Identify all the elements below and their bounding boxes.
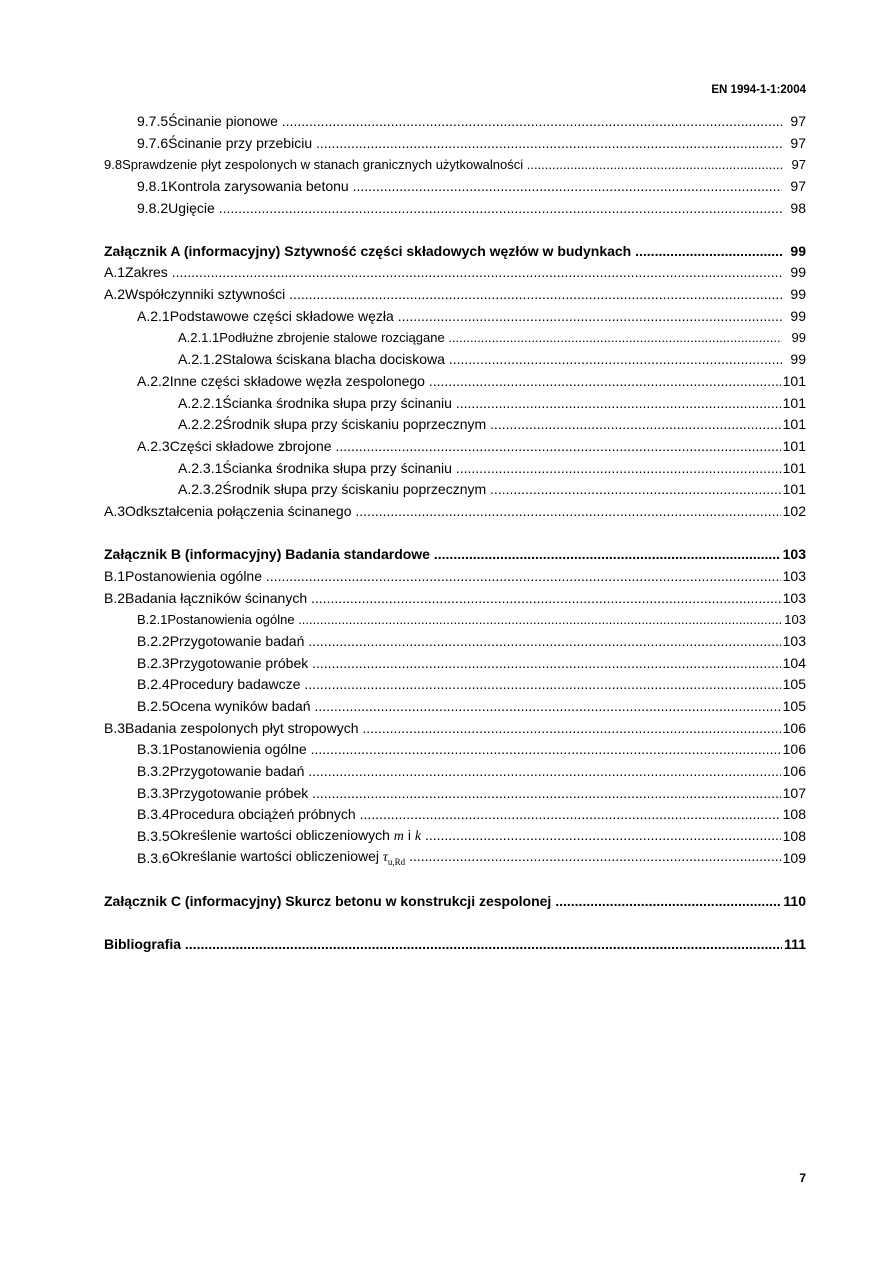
toc-entry-number: 9.8.2	[137, 199, 169, 216]
toc-entry-number: B.3.4	[137, 806, 170, 823]
toc-annex-entry[interactable]	[104, 890, 806, 912]
toc-entry-number: B.2.4	[137, 676, 170, 693]
toc-entry[interactable]	[104, 760, 806, 782]
toc-entry-page: 99	[790, 242, 806, 259]
toc-entry-title: Postanowienia ogólne .....	[125, 568, 781, 584]
toc-entry-page: 103	[782, 632, 806, 649]
toc-entry-page: 111	[784, 936, 806, 953]
toc-entry-page: 97	[791, 156, 806, 172]
toc-entry-title: Inne części składowe węzła zespolonego .....	[170, 373, 781, 389]
toc-entry-title: Badania zespolonych płyt stropowych .....	[125, 720, 781, 736]
toc-entry-title: Części składowe zbrojone .....	[170, 438, 781, 454]
toc-entry-number: B.3.2	[137, 763, 170, 780]
toc-entry-number: B.3.1	[137, 741, 170, 758]
toc-entry[interactable]	[104, 435, 806, 457]
toc-entry-title: Ścinanie przy przebiciu .....	[168, 135, 782, 151]
toc-entry-page: 101	[782, 394, 806, 411]
toc-entry-number: A.2.3.2	[178, 481, 223, 498]
toc-entry-page: 103	[782, 546, 806, 563]
toc-entry[interactable]	[104, 804, 806, 826]
toc-entry-title: Przygotowanie próbek .....	[170, 785, 781, 801]
toc-entry-number: B.1	[104, 567, 126, 584]
toc-entry-number: B.2.2	[137, 632, 170, 649]
toc-entry-title: Ugięcie .....	[168, 200, 782, 216]
table-of-contents	[104, 110, 806, 955]
toc-entry-number: 9.8	[104, 156, 123, 172]
toc-entry-number: A.2.2.2	[178, 416, 223, 433]
toc-entry[interactable]	[104, 674, 806, 696]
toc-entry-number: B.3	[104, 719, 126, 736]
toc-entry-number: A.1	[104, 264, 126, 281]
document-header-standard: EN 1994-1-1:2004	[711, 84, 806, 96]
toc-entry-title: Sprawdzenie płyt zespolonych w stanach granicznych użytkowalności .....	[122, 157, 782, 172]
toc-entry-title: Postanowienia ogólne .....	[170, 741, 781, 757]
toc-entry-page: 106	[782, 719, 806, 736]
toc-entry-number: 9.7.5	[137, 112, 169, 129]
toc-entry-title	[170, 827, 781, 845]
toc-entry-page: 110	[783, 893, 806, 910]
toc-bibliography-title: Bibliografia .....	[104, 936, 782, 952]
toc-entry-page: 99	[790, 307, 806, 324]
toc-entry[interactable]	[104, 825, 806, 847]
toc-entry-number: B.2	[104, 589, 126, 606]
toc-entry-number: B.3.6	[137, 849, 170, 866]
toc-entry[interactable]	[104, 479, 806, 501]
toc-entry-title: Procedury badawcze .....	[170, 676, 781, 692]
toc-entry-page: 104	[782, 654, 806, 671]
toc-annex-entry[interactable]	[104, 240, 806, 262]
toc-entry-title: Podłużne zbrojenie stalowe rozciągane .....	[219, 330, 782, 345]
toc-entry-page: 98	[790, 199, 806, 216]
toc-entry-title: Ścianka środnika słupa przy ścinaniu .....	[222, 395, 780, 411]
toc-entry-page: 103	[782, 567, 806, 584]
toc-entry-number: 9.8.1	[137, 177, 169, 194]
toc-entry-title	[170, 848, 781, 867]
toc-entry-page: 101	[782, 416, 806, 433]
toc-entry[interactable]	[104, 132, 806, 154]
math-variable-m: m	[393, 829, 404, 845]
toc-entry-conjunction: i	[407, 827, 411, 844]
toc-entry-page: 106	[782, 763, 806, 780]
toc-entry-page: 108	[782, 806, 806, 823]
toc-entry-page: 105	[782, 676, 806, 693]
toc-entry[interactable]	[104, 457, 806, 479]
toc-entry-page: 99	[790, 264, 806, 281]
math-variable-tau: τ	[382, 850, 388, 866]
toc-entry[interactable]	[104, 717, 806, 739]
toc-entry-number: A.2.1.1	[178, 330, 220, 346]
toc-entry-page: 101	[782, 372, 806, 389]
toc-entry-number: A.2.1.2	[178, 351, 223, 368]
toc-entry-title: Współczynniki sztywności .....	[125, 286, 782, 302]
math-subscript: u,Rd	[387, 857, 406, 868]
toc-entry[interactable]	[104, 283, 806, 305]
toc-entry-page: 105	[782, 698, 806, 715]
toc-entry-title: Ścinanie pionowe .....	[168, 113, 782, 129]
toc-entry[interactable]	[104, 197, 806, 219]
toc-annex-title: Załącznik A (informacyjny) Sztywność części składowych węzłów w budynkach .....	[104, 243, 782, 259]
toc-entry-title: Badania łączników ścinanych .....	[125, 590, 781, 606]
toc-entry-title: Postanowienia ogólne .....	[167, 612, 782, 627]
toc-entry[interactable]	[104, 847, 806, 869]
toc-entry-page: 108	[782, 828, 806, 845]
toc-entry-page: 97	[790, 112, 806, 129]
toc-entry-number: A.2.1	[137, 307, 170, 324]
toc-entry-page: 99	[791, 330, 806, 346]
toc-entry-page: 103	[782, 589, 806, 606]
toc-entry-number: B.3.3	[137, 784, 170, 801]
toc-entry-number: A.2.2.1	[178, 394, 223, 411]
toc-entry-title: Procedura obciążeń próbnych .....	[170, 806, 781, 822]
toc-entry-title: Zakres .....	[125, 264, 782, 280]
toc-entry-title: Odkształcenia połączenia ścinanego .....	[125, 503, 781, 519]
toc-entry[interactable]	[104, 305, 806, 327]
toc-entry-number: B.3.5	[137, 828, 170, 845]
toc-entry[interactable]	[104, 565, 806, 587]
toc-entry[interactable]	[104, 739, 806, 761]
math-variable-k: k	[414, 829, 422, 845]
toc-entry-page: 101	[782, 437, 806, 454]
toc-entry-page: 106	[782, 741, 806, 758]
toc-entry-page: 99	[790, 351, 806, 368]
toc-entry[interactable]	[104, 175, 806, 197]
toc-entry[interactable]	[104, 500, 806, 522]
toc-entry-page: 107	[782, 784, 806, 801]
toc-entry-title: Podstawowe części składowe węzła .....	[170, 308, 782, 324]
toc-entry-page: 99	[790, 286, 806, 303]
toc-entry-number: B.2.3	[137, 654, 170, 671]
toc-entry-number: B.2.1	[137, 611, 168, 627]
toc-entry[interactable]	[104, 262, 806, 284]
toc-entry[interactable]	[104, 652, 806, 674]
toc-entry-page: 97	[790, 134, 806, 151]
toc-entry-title: Przygotowanie próbek .....	[170, 655, 781, 671]
toc-entry-number: A.2.2	[137, 372, 170, 389]
toc-entry-page: 97	[790, 177, 806, 194]
toc-entry-number: A.2.3.1	[178, 459, 223, 476]
toc-entry-number: B.2.5	[137, 698, 170, 715]
toc-entry-title: Przygotowanie badań .....	[170, 633, 781, 649]
toc-annex-title: Załącznik B (informacyjny) Badania standardowe .....	[104, 546, 781, 562]
toc-annex-title: Załącznik C (informacyjny) Skurcz betonu w konstrukcji zespolonej .....	[104, 893, 781, 909]
toc-entry[interactable]	[104, 587, 806, 609]
toc-entry-page: 102	[782, 503, 806, 520]
toc-entry-number: A.2	[104, 286, 126, 303]
toc-entry[interactable]	[104, 392, 806, 414]
toc-entry[interactable]	[104, 348, 806, 370]
toc-entry-number: A.2.3	[137, 437, 170, 454]
toc-entry-page: 103	[784, 611, 806, 627]
toc-entry[interactable]	[104, 695, 806, 717]
toc-annex-entry[interactable]	[104, 543, 806, 565]
toc-entry-page: 109	[782, 849, 806, 866]
toc-entry-page: 101	[782, 459, 806, 476]
toc-entry-title: Kontrola zarysowania betonu .....	[168, 178, 782, 194]
toc-entry[interactable]	[104, 608, 806, 630]
toc-entry-title: Środnik słupa przy ściskaniu poprzecznym .....	[222, 416, 780, 432]
toc-entry-title: Stalowa ściskana blacha dociskowa .....	[222, 351, 782, 367]
toc-entry-title: Środnik słupa przy ściskaniu poprzecznym .....	[222, 481, 780, 497]
toc-bibliography-entry[interactable]	[104, 933, 806, 955]
toc-entry-title: Ocena wyników badań .....	[170, 698, 781, 714]
toc-entry-page: 101	[782, 481, 806, 498]
page-number: 7	[799, 1171, 806, 1185]
toc-entry[interactable]	[104, 370, 806, 392]
toc-entry[interactable]	[104, 110, 806, 132]
toc-entry[interactable]	[104, 413, 806, 435]
toc-entry[interactable]	[104, 327, 806, 349]
toc-entry-title: Ścianka środnika słupa przy ścinaniu .....	[222, 460, 780, 476]
toc-entry-number: A.3	[104, 503, 126, 520]
toc-entry-title: Przygotowanie badań .....	[170, 763, 781, 779]
toc-entry-title-text: Określenie wartości obliczeniowych	[169, 827, 390, 844]
toc-entry[interactable]	[104, 630, 806, 652]
toc-entry-number: 9.7.6	[137, 134, 169, 151]
toc-entry[interactable]	[104, 153, 806, 175]
toc-entry-title-text: Określanie wartości obliczeniowej	[169, 848, 380, 865]
toc-entry[interactable]	[104, 782, 806, 804]
